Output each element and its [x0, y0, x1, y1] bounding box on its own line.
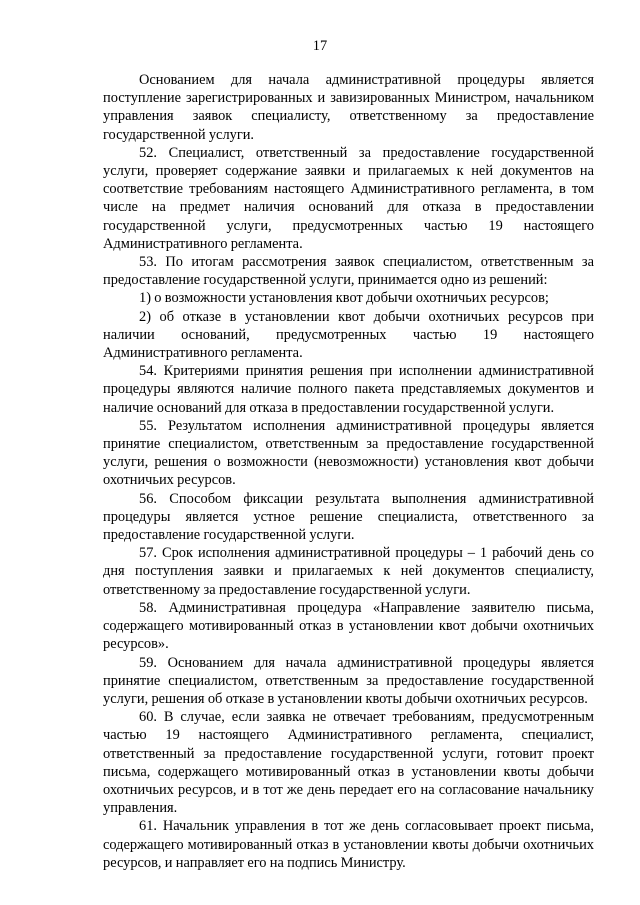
paragraph-55: 55. Результатом исполнения административной процедуры является принятие специалистом, ответственным за предоставление государственной услуги, решения о возможности (невозможности) установления квот добычи охотничьих ресурсов.	[103, 417, 594, 489]
paragraph-61: 61. Начальник управления в тот же день согласовывает проект письма, содержащего мотивированный отказ в установлении квоты добычи охотничьих ресурсов, и направляет его на подпись Министру.	[103, 818, 594, 871]
paragraph-56: 56. Способом фиксации результата выполнения административной процедуры является устное решение специалиста, ответственного за предоставление государственной услуги.	[103, 490, 594, 544]
paragraph-53-item-1: 1) о возможности установления квот добычи охотничьих ресурсов;	[139, 290, 549, 307]
paragraph-52: 52. Специалист, ответственный за предоставление государственной услуги, проверяет содержание заявки и прилагаемых к ней документов на соответствие требованиям настоящего Административного регламента, в том числе на предмет наличия оснований для отказа в предоставлении государственной услуги, предусмотренных частью 19 настоящего Административного регламента.	[103, 144, 594, 252]
paragraph-54: 54. Критериями принятия решения при исполнении административной процедуры являются наличие полного пакета представляемых документов и наличие оснований для отказа в предоставлении государственной услуги.	[103, 363, 594, 416]
page-number: 17	[312, 38, 328, 54]
paragraph-procedure-basis: Основанием для начала административной процедуры является поступление зарегистрированных и завизированных Министром, начальником управления заявок специалисту, ответственному за предоставление государственной услуги.	[103, 72, 594, 143]
paragraph-60: 60. В случае, если заявка не отвечает требованиям, предусмотренным частью 19 настоящего Административного регламента, специалист, ответственный за предоставление государственной услуги, готовит проект письма, содержащего мотивированный отказ в установлении квоты добычи охотничьих ресурсов, и в тот же день передает его на согласование начальнику управления.	[103, 709, 594, 817]
paragraph-53-item-2: 2) об отказе в установлении квот добычи охотничьих ресурсов при наличии оснований, предусмотренных частью 19 настоящего Административного регламента.	[103, 308, 594, 362]
paragraph-58: 58. Административная процедура «Направление заявителю письма, содержащего мотивированный отказ в установлении квот добычи охотничьих ресурсов».	[103, 599, 594, 653]
document-body	[103, 71, 594, 872]
paragraph-59: 59. Основанием для начала административной процедуры является принятие специалистом, ответственным за предоставление государственной услуги, решения об отказе в установлении квоты добычи охотничьих ресурсов.	[103, 654, 594, 707]
paragraph-53: 53. По итогам рассмотрения заявок специалистом, ответственным за предоставление государственной услуги, принимается одно из решений:	[103, 254, 594, 289]
paragraph-57: 57. Срок исполнения административной процедуры – 1 рабочий день со дня поступления заявки и прилагаемых к ней документов специалисту, ответственному за предоставление государственной услуги.	[103, 545, 594, 598]
